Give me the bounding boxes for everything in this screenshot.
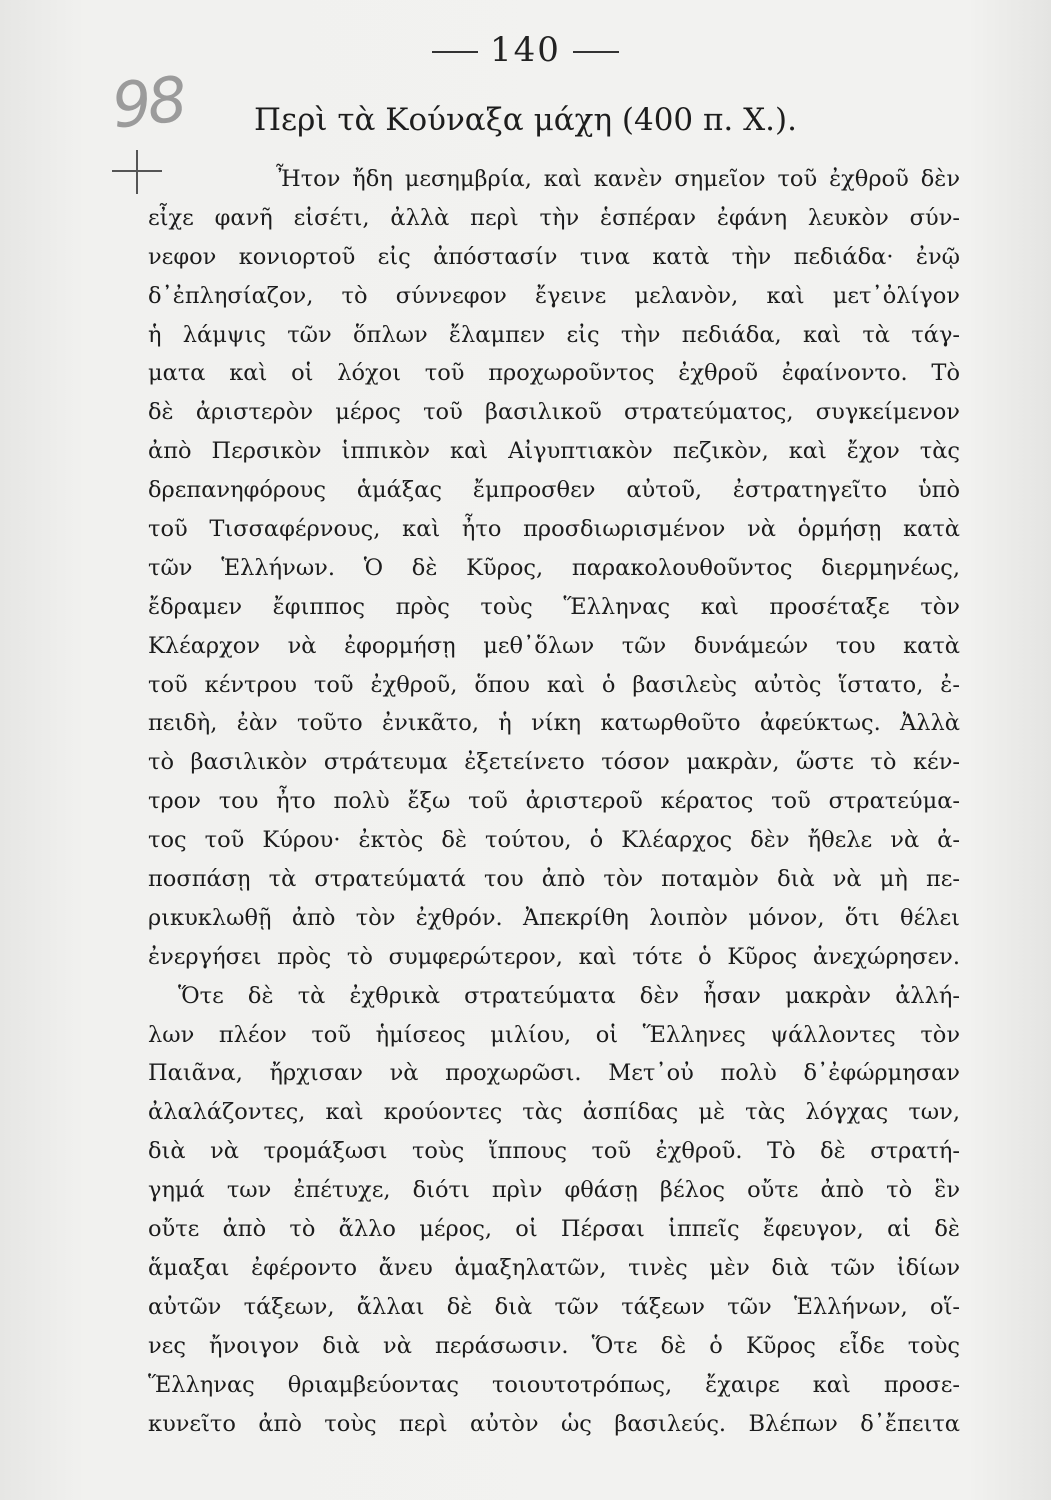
text-line: τῶν Ἑλλήνων. Ὁ δὲ Κῦρος, παρακολουθοῦντος διερμηνέως, [148, 554, 960, 581]
text-line: τρον του ἦτο πολὺ ἔξω τοῦ ἀριστεροῦ κέρατος τοῦ στρατεύμα- [148, 788, 960, 815]
text-line: ἀπὸ Περσικὸν ἱππικὸν καὶ Αἰγυπτιακὸν πεζικὸν, καὶ ἔχον τὰς [148, 438, 960, 465]
text-line: πειδὴ, ἐὰν τοῦτο ἐνικᾶτο, ἡ νίκη κατωρθοῦτο ἀφεύκτως. Ἀλλὰ [148, 710, 960, 737]
text-line: ρικυκλωθῇ ἀπὸ τὸν ἐχθρόν. Ἀπεκρίθη λοιπὸν μόνον, ὅτι θέλει [148, 904, 960, 931]
pencil-annotation: 98 [108, 62, 187, 143]
text-line: νεφον κονιορτοῦ εἰς ἀπόστασίν τινα κατὰ τὴν πεδιάδα· ἐνῷ [148, 243, 960, 270]
text-line: Παιᾶνα, ἤρχισαν νὰ προχωρῶσι. Μετ᾽οὐ πολὺ δ᾽ἐφώρμησαν [148, 1060, 960, 1087]
text-line: τοῦ κέντρου τοῦ ἐχθροῦ, ὅπου καὶ ὁ βασιλεὺς αὐτὸς ἵστατο, ἐ- [148, 671, 960, 698]
text-line: δὲ ἀριστερὸν μέρος τοῦ βασιλικοῦ στρατεύματος, συγκείμενον [148, 399, 960, 426]
text-line: ἡ λάμψις τῶν ὅπλων ἔλαμπεν εἰς τὴν πεδιάδα, καὶ τὰ τάγ- [148, 321, 960, 348]
text-line: ἀλαλάζοντες, καὶ κρούοντες τὰς ἀσπίδας μὲ τὰς λόγχας των, [148, 1099, 960, 1126]
text-line: ἅμαξαι ἐφέροντο ἄνευ ἁμαξηλατῶν, τινὲς μὲν διὰ τῶν ἰδίων [148, 1254, 960, 1281]
text-line: νες ἤνοιγον διὰ νὰ περάσωσιν. Ὅτε δὲ ὁ Κῦρος εἶδε τοὺς [148, 1332, 960, 1359]
page-number-value: 140 [490, 30, 561, 70]
text-line: εἶχε φανῆ εἰσέτι, ἀλλὰ περὶ τὴν ἑσπέραν ἐφάνη λευκὸν σύν- [148, 204, 960, 231]
text-line: ἐνεργήσει πρὸς τὸ συμφερώτερον, καὶ τότε ὁ Κῦρος ἀνεχώρησεν. [148, 943, 960, 970]
text-line: Ἕλληνας θριαμβεύοντας τοιουτοτρόπως, ἔχαιρε καὶ προσε- [148, 1371, 960, 1398]
section-title: Περὶ τὰ Κούναξα μάχη (400 π. Χ.). [254, 102, 797, 138]
text-line: λων πλέον τοῦ ἡμίσεος μιλίου, οἱ Ἕλληνες ψάλλοντες τὸν [148, 1021, 960, 1048]
text-line: ποσπάσῃ τὰ στρατεύματά του ἀπὸ τὸν ποταμὸν διὰ νὰ μὴ πε- [148, 866, 960, 893]
text-line: κυνεῖτο ἀπὸ τοὺς περὶ αὐτὸν ὡς βασιλεύς. Βλέπων δ᾽ἔπειτα [148, 1410, 960, 1437]
text-line: οὔτε ἀπὸ τὸ ἄλλο μέρος, οἱ Πέρσαι ἱππεῖς ἔφευγον, αἱ δὲ [148, 1216, 960, 1243]
text-line: τὸ βασιλικὸν στράτευμα ἐξετείνετο τόσον μακρὰν, ὥστε τὸ κέν- [148, 749, 960, 776]
text-line: Κλέαρχον νὰ ἐφορμήσῃ μεθ᾽ὅλων τῶν δυνάμεών του κατὰ [148, 632, 960, 659]
text-line: διὰ νὰ τρομάξωσι τοὺς ἵππους τοῦ ἐχθροῦ. Τὸ δὲ στρατή- [148, 1138, 960, 1165]
text-line: δ᾽ἐπλησίαζον, τὸ σύννεφον ἔγεινε μελανὸν, καὶ μετ᾽ὀλίγον [148, 282, 960, 309]
text-line: τος τοῦ Κύρου· ἐκτὸς δὲ τούτου, ὁ Κλέαρχος δὲν ἤθελε νὰ ἀ- [148, 827, 960, 854]
page-number-dash-left [432, 51, 478, 53]
page-number-dash-right [573, 51, 619, 53]
text-line: Ὅτε δὲ τὰ ἐχθρικὰ στρατεύματα δὲν ἦσαν μακρὰν ἀλλή- [178, 982, 960, 1009]
text-line: δρεπανηφόρους ἁμάξας ἔμπροσθεν αὐτοῦ, ἐστρατηγεῖτο ὑπὸ [148, 477, 960, 504]
body-text [148, 160, 960, 1443]
text-line: γημά των ἐπέτυχε, διότι πρὶν φθάσῃ βέλος οὔτε ἀπὸ τὸ ἓν [148, 1177, 960, 1204]
text-line: ἔδραμεν ἔφιππος πρὸς τοὺς Ἕλληνας καὶ προσέταξε τὸν [148, 593, 960, 620]
text-line: αὐτῶν τάξεων, ἄλλαι δὲ διὰ τῶν τάξεων τῶν Ἑλλήνων, οἵ- [148, 1293, 960, 1320]
text-line: τοῦ Τισσαφέρνους, καὶ ἦτο προσδιωρισμένον νὰ ὁρμήσῃ κατὰ [148, 516, 960, 543]
text-line: ματα καὶ οἱ λόχοι τοῦ προχωροῦντος ἐχθροῦ ἐφαίνοντο. Τὸ [148, 360, 960, 387]
text-line: Ἦτον ἤδη μεσημβρία, καὶ κανὲν σημεῖον τοῦ ἐχθροῦ δὲν [276, 166, 960, 192]
